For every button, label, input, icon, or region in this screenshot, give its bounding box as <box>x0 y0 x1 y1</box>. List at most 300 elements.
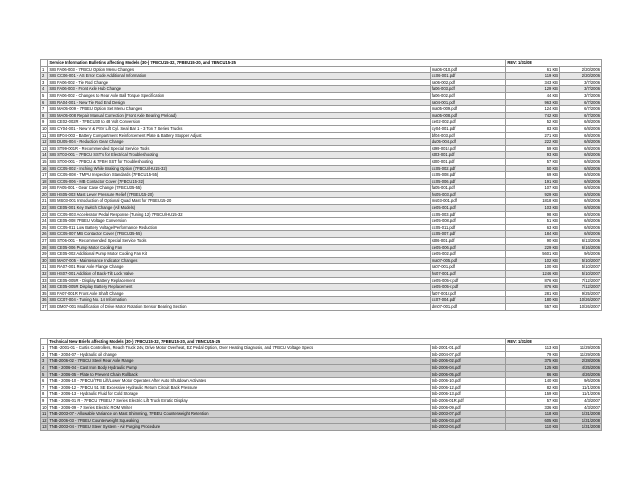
row-number: 5 <box>41 371 48 378</box>
row-filename[interactable]: ce05-005-r.pdf <box>430 277 506 284</box>
row-number: 14 <box>42 152 47 158</box>
row-description: TNB-2003-04 - 7FBEU Steer System - Air Purging Procedure <box>48 424 430 431</box>
table-row <box>41 86 602 93</box>
table-row <box>41 139 602 146</box>
sib-table <box>40 59 602 311</box>
row-date: 6/8/2006 <box>559 178 601 185</box>
row-size: 90 KB <box>506 238 560 245</box>
row-number: 23 <box>42 211 47 217</box>
row-date: 6/13/2006 <box>559 238 601 245</box>
row-description: SIB DM07-001 Modification of Drive Motor Rotation Sensor Bearing Section <box>48 303 430 310</box>
row-number: 20 <box>42 191 47 197</box>
row-number: 29 <box>42 251 47 257</box>
row-description: SIB CE05-005R - Display Battery Replacement <box>48 277 430 284</box>
row-number: 8 <box>41 391 48 398</box>
row-number: 1 <box>41 66 48 73</box>
row-date: 11/1/2006 <box>559 384 601 391</box>
row-filename[interactable]: ma05-009.pdf <box>430 106 506 113</box>
table-row <box>41 271 602 278</box>
row-size: 375 KB <box>506 358 560 365</box>
table-row <box>41 411 602 418</box>
row-date: 6/8/2006 <box>559 125 601 132</box>
row-filename[interactable]: ce05-002.pdf <box>430 251 506 258</box>
row-date: 6/7/2006 <box>559 106 601 113</box>
row-number: 31 <box>42 264 47 270</box>
row-date: 1/31/2008 <box>559 424 601 431</box>
row-filename[interactable]: st99-001r.pdf <box>430 145 506 152</box>
row-date: 4/3/2007 <box>559 404 601 411</box>
row-size: 191 KB <box>506 178 560 185</box>
table-row <box>41 125 602 132</box>
row-size: 140 KB <box>506 378 560 385</box>
table-row <box>41 172 602 179</box>
revision-date: REV: 1/31/08 <box>506 338 602 345</box>
row-description: TNB - 2006-05 - Plate to Prevent Chain Rollback <box>48 371 430 378</box>
row-filename[interactable]: cc05-008.pdf <box>430 172 506 179</box>
row-description: SIB DU05-004 - Reduction Gear Change <box>48 139 430 146</box>
row-filename[interactable]: ma07-005.pdf <box>430 257 506 264</box>
row-size: 876 KB <box>506 277 560 284</box>
row-description: SIB MA05-009 - 7FBEU Option Set Menu Changes <box>48 106 430 113</box>
row-size: 103 KB <box>506 205 560 212</box>
table-row <box>41 218 602 225</box>
row-description: SIB FA05-001 - Gear Case Change (7FBCU35-55) <box>48 185 430 192</box>
table-row <box>41 198 602 205</box>
table-row <box>41 165 602 172</box>
table-row <box>41 345 602 352</box>
row-size: 44 KB <box>506 92 560 99</box>
table-row <box>41 391 602 398</box>
row-date: 1/31/2008 <box>559 417 601 424</box>
row-number: 7 <box>41 384 48 391</box>
row-description: SIB ST99-001R - Recommended Special Service Tools <box>48 145 430 152</box>
row-date: 6/8/2006 <box>559 185 601 192</box>
row-number: 15 <box>42 158 47 164</box>
header-spacer <box>41 60 48 67</box>
row-filename[interactable]: hs07-001.pdf <box>430 271 506 278</box>
row-description: SIB CE05-001 Key Switch Change (All Models) <box>48 205 430 212</box>
row-description: SIB CE05-008 7FBEU Voltage Conversion <box>48 218 430 225</box>
row-date: 6/8/2006 <box>559 152 601 159</box>
row-number: 19 <box>42 185 47 191</box>
table-row <box>41 364 602 371</box>
row-number: 13 <box>42 424 47 430</box>
table-row <box>41 211 602 218</box>
row-number: 10 <box>42 404 47 410</box>
row-number: 24 <box>42 218 47 224</box>
row-description: SIB FA06-002 - Tie Rod Change <box>48 79 430 86</box>
row-filename[interactable]: st06-001.pdf <box>430 238 506 245</box>
row-filename[interactable]: ce05-005-r.pdf <box>430 284 506 291</box>
row-description: TNB - 2006-13 - Hydraulic Fluid for Cold Storage <box>48 391 430 398</box>
table-row <box>41 152 602 159</box>
row-number: 7 <box>41 106 48 113</box>
row-date: 6/8/2006 <box>559 205 601 212</box>
row-number: 26 <box>42 231 47 237</box>
table-row <box>41 290 602 297</box>
row-date: 2/28/2006 <box>559 358 601 365</box>
row-filename[interactable]: st03-001.pdf <box>430 152 506 159</box>
row-date: 5/10/2007 <box>559 264 601 271</box>
row-filename[interactable]: tnb-2006-10.pdf <box>430 378 506 385</box>
row-description: SIB MS03-001 Introduction of Optional Quad Mast for 7FBEU15-20 <box>48 198 430 205</box>
row-size: 57 KB <box>506 158 560 165</box>
row-number: 34 <box>42 284 47 290</box>
row-filename[interactable]: ce05-006.pdf <box>430 244 506 251</box>
section-header <box>41 60 602 67</box>
row-size: 336 KB <box>506 404 560 411</box>
row-description: TNB-2003-07 - Allowable Variance on Mast Shimming, 7FBEU Counterweight Retention <box>48 411 430 418</box>
row-filename[interactable]: cc05-007.pdf <box>430 231 506 238</box>
row-description: SIB CC05-008 - TMPU Inspection Standards (7FBCU15-55) <box>48 172 430 179</box>
row-description: TNB - 2006-04 - Cast Iron Body Hydraulic Pump <box>48 364 430 371</box>
row-size: 5601 KB <box>506 251 560 258</box>
row-date: 6/7/2006 <box>559 99 601 106</box>
row-description: TNB-2006-03 - 7FBEU Counterweight Squeaking <box>48 417 430 424</box>
row-description: SIB CY04-001 - New V & PSV Lift Cyl. Seal Bar 1 - 3 Ton 7 Series Trucks <box>48 125 430 132</box>
row-number: 30 <box>42 257 47 263</box>
row-description: SIB CC07-004 - Tuning No. 14 Information <box>48 297 430 304</box>
row-number: 3 <box>41 358 48 365</box>
row-filename[interactable]: tnb-2003-04.pdf <box>430 424 506 431</box>
table-row <box>41 92 602 99</box>
row-size: 86 KB <box>506 371 560 378</box>
row-date: 4/25/2006 <box>559 364 601 371</box>
row-size: 124 KB <box>506 106 560 113</box>
section-title: Service Information Bulletins affecting Models (30-) 7FBCU15-32, 7FBEU15-20, and 7BNCU15-25 <box>48 60 506 67</box>
table-row <box>41 417 602 424</box>
row-description: TNB - 2004-07 - Hydraulic oil change <box>48 351 430 358</box>
row-date: 2/20/2006 <box>559 73 601 80</box>
row-size: 118 KB <box>506 411 560 418</box>
row-filename[interactable]: cc07-004.pdf <box>430 297 506 304</box>
row-size: 93 KB <box>506 152 560 159</box>
row-size: 876 KB <box>506 284 560 291</box>
row-date: 6/8/2006 <box>559 145 601 152</box>
table-row <box>41 112 602 119</box>
row-filename[interactable]: cc05-003.pdf <box>430 211 506 218</box>
row-number: 18 <box>42 178 47 184</box>
row-description: SIB ST00-001 - 7FBCU & 7FBH SST for Troubleshooting <box>48 158 430 165</box>
row-date: 3/7/2006 <box>559 92 601 99</box>
row-description: SIB BF04-003 - Battery Compartment Reinforcement Plate & Battery Stopper Adjust <box>48 132 430 139</box>
table-row <box>41 99 602 106</box>
row-description: SIB HS07-001 Addition of Back-Tilt Lock Valve <box>48 271 430 278</box>
row-size: 107 KB <box>506 185 560 192</box>
row-filename[interactable]: hs05-003.pdf <box>430 191 506 198</box>
row-date: 6/8/2006 <box>559 172 601 179</box>
row-filename[interactable]: ma05-008.pdf <box>430 112 506 119</box>
row-filename[interactable]: tnb-2006-05.pdf <box>430 371 506 378</box>
row-filename[interactable]: cc06-001.pdf <box>430 73 506 80</box>
row-description: SIB CE05-006 Pump Motor Cooling Fan <box>48 244 430 251</box>
row-number: 22 <box>42 205 47 211</box>
row-filename[interactable]: fa07-001r.pdf <box>430 290 506 297</box>
row-size: 963 KB <box>506 99 560 106</box>
row-date: 6/8/2006 <box>559 119 601 126</box>
row-size: 61 KB <box>506 66 560 73</box>
row-filename[interactable]: tnb-2006-12.pdf <box>430 384 506 391</box>
row-description: SIB CC05-002 - Inching While Braking Option (7FBCU/HU15-32) <box>48 165 430 172</box>
row-filename[interactable]: tnb-2006-04.pdf <box>430 364 506 371</box>
row-number: 2 <box>41 73 48 80</box>
table-row <box>41 257 602 264</box>
row-description: SIB FA06-003 - Front Axle Hub Change <box>48 86 430 93</box>
table-row <box>41 73 602 80</box>
row-number: 1 <box>41 345 48 352</box>
row-description: SIB ST06-001 - Recommended Special Service Tools <box>48 238 430 245</box>
row-filename[interactable]: cc05-002.pdf <box>430 165 506 172</box>
row-date: 6/8/2006 <box>559 158 601 165</box>
row-size: 1246 KB <box>506 271 560 278</box>
row-number: 11 <box>42 411 47 417</box>
table-row <box>41 119 602 126</box>
table-row <box>41 351 602 358</box>
table-row <box>41 178 602 185</box>
row-number: 36 <box>42 297 47 303</box>
row-number: 9 <box>41 119 48 126</box>
row-filename[interactable]: fa06-003.pdf <box>430 86 506 93</box>
row-date: 4/26/2006 <box>559 371 601 378</box>
row-filename[interactable]: fa06-002.pdf <box>430 92 506 99</box>
row-date: 1/31/2008 <box>559 411 601 418</box>
row-filename[interactable]: dm07-001.pdf <box>430 303 506 310</box>
row-date: 6/8/2006 <box>559 139 601 146</box>
row-description: TNB - 2006-10 - 7FBCU/7FB Lift/Lower Motor Operates After Auto Shutdown Activates <box>48 378 430 385</box>
row-filename[interactable]: du05-004.pdf <box>430 139 506 146</box>
row-size: 57 KB <box>506 397 560 404</box>
row-date: 3/7/2006 <box>559 79 601 86</box>
row-size: 113 KB <box>506 345 560 352</box>
row-description: SIB CE05-002 Additional Pump Motor Cooling Fan Kit <box>48 251 430 258</box>
row-description: TNB-2006-02 - 7FBCU Steel Rear Axle Range <box>48 358 430 365</box>
table-row <box>41 132 602 139</box>
row-date: 6/8/2006 <box>559 211 601 218</box>
row-description: TNB - 2006-09 - 7 Series Electric ROM Writer <box>48 404 430 411</box>
row-filename[interactable]: tnb-2006-13.pdf <box>430 391 506 398</box>
row-number: 5 <box>41 92 48 99</box>
row-size: 83 KB <box>506 125 560 132</box>
table-row <box>41 251 602 258</box>
row-date: 6/8/2006 <box>559 231 601 238</box>
table-row <box>41 358 602 365</box>
row-size: 929 KB <box>506 191 560 198</box>
row-size: 98 KB <box>506 211 560 218</box>
row-date: 7/12/2007 <box>559 277 601 284</box>
row-number: 6 <box>41 378 48 385</box>
row-number: 17 <box>42 172 47 178</box>
row-size: 59 KB <box>506 145 560 152</box>
row-date: 6/8/2006 <box>559 224 601 231</box>
table-row <box>41 224 602 231</box>
tnb-table <box>40 338 602 431</box>
row-number: 25 <box>42 224 47 230</box>
row-date: 10/26/2007 <box>559 297 601 304</box>
row-description: SIB FA06-003 - 7FBCU Option Menu Changes <box>48 66 430 73</box>
row-size: 742 KB <box>506 112 560 119</box>
row-size: 557 KB <box>506 303 560 310</box>
row-date: 5/10/2007 <box>559 257 601 264</box>
table-row <box>41 264 602 271</box>
section-title: Technical New Briefs affecting Models (30-) 7FBCU15-32, 7FBEU15-20, and 7BNCU15-25 <box>48 338 506 345</box>
row-date: 7/12/2007 <box>559 284 601 291</box>
row-number: 37 <box>42 303 47 309</box>
row-number: 3 <box>41 79 48 86</box>
row-filename[interactable]: tnb-2006-01R.pdf <box>430 397 506 404</box>
row-number: 33 <box>42 277 47 283</box>
table-row <box>41 191 602 198</box>
row-size: 180 KB <box>506 297 560 304</box>
table-row <box>41 231 602 238</box>
row-filename[interactable]: bf04-003.pdf <box>430 132 506 139</box>
table-row <box>41 397 602 404</box>
row-date: 6/8/2006 <box>559 198 601 205</box>
table-row <box>41 158 602 165</box>
row-size: 69 KB <box>506 172 560 179</box>
row-description: SIB CC05-007 MB Contactor Cover (7FBCU35-55) <box>48 231 430 238</box>
table-row <box>41 205 602 212</box>
row-description: TNB - 2006-01 R - 7FBCU 7FBEU 7 Series Electric Lift Truck Erratic Display <box>48 397 430 404</box>
row-size: 50 KB <box>506 165 560 172</box>
row-filename[interactable]: ce05-008.pdf <box>430 218 506 225</box>
row-number: 12 <box>42 417 47 423</box>
row-size: 119 KB <box>506 73 560 80</box>
row-date: 6/7/2006 <box>559 112 601 119</box>
row-size: 271 KB <box>506 132 560 139</box>
row-size: 82 KB <box>506 384 560 391</box>
row-description: SIB MA05-008 Repair Manual Correction (Front Axle Bearing Preload) <box>48 112 430 119</box>
row-description: SIB FA07-001R Front Axle Shaft Change <box>48 290 430 297</box>
row-description: SIB RA07-001 Rear Axle Flange Change <box>48 264 430 271</box>
row-number: 11 <box>42 132 47 138</box>
row-size: 102 KB <box>506 257 560 264</box>
row-filename[interactable]: tnb-2001-01.pdf <box>430 345 506 352</box>
row-size: 281 KB <box>506 290 560 297</box>
row-date: 11/29/2005 <box>559 345 601 352</box>
row-filename[interactable]: tnb-2004-07.pdf <box>430 351 506 358</box>
row-date: 11/1/2006 <box>559 391 601 398</box>
row-size: 1818 KB <box>506 198 560 205</box>
row-filename[interactable]: tnb-2003-07.pdf <box>430 411 506 418</box>
row-filename[interactable]: ce05-001.pdf <box>430 205 506 212</box>
row-number: 9 <box>41 397 48 404</box>
row-date: 2/20/2006 <box>559 66 601 73</box>
table-row <box>41 297 602 304</box>
row-size: 229 KB <box>506 244 560 251</box>
row-number: 4 <box>41 86 48 93</box>
table-row <box>41 106 602 113</box>
row-filename[interactable]: tnb-2006-02.pdf <box>430 358 506 365</box>
row-filename[interactable]: ma06-010.pdf <box>430 66 506 73</box>
row-number: 8 <box>41 112 48 119</box>
table-row <box>41 378 602 385</box>
row-date: 6/8/2006 <box>559 165 601 172</box>
table-row <box>41 185 602 192</box>
row-date: 6/16/2006 <box>559 244 601 251</box>
table-row <box>41 371 602 378</box>
row-number: 12 <box>42 139 47 145</box>
row-description: SIB CE02-002R - 7FBCU30 to 48 Volt Conversion <box>48 119 430 126</box>
row-size: 52 KB <box>506 119 560 126</box>
row-filename[interactable]: cc05-011.pdf <box>430 224 506 231</box>
row-filename[interactable]: tnb-2006-09.pdf <box>430 404 506 411</box>
row-filename[interactable]: st00-001.pdf <box>430 158 506 165</box>
row-number: 16 <box>42 165 47 171</box>
row-date: 9/6/2006 <box>559 378 601 385</box>
row-filename[interactable]: ra07-001.pdf <box>430 264 506 271</box>
row-date: 6/8/2006 <box>559 191 601 198</box>
row-description: SIB CC05-011 Low Battery Voltage/Performance Reduction <box>48 224 430 231</box>
row-filename[interactable]: fa05-001.pdf <box>430 185 506 192</box>
row-number: 32 <box>42 271 47 276</box>
row-size: 129 KB <box>506 86 560 93</box>
row-number: 21 <box>42 198 47 204</box>
row-filename[interactable]: ms03-001.pdf <box>430 198 506 205</box>
header-spacer <box>41 338 48 345</box>
row-number: 2 <box>41 351 48 358</box>
table-row <box>41 404 602 411</box>
row-date: 6/8/2006 <box>559 218 601 225</box>
row-number: 6 <box>41 99 48 106</box>
row-date: 6/8/2006 <box>559 132 601 139</box>
row-filename[interactable]: cy04-001.pdf <box>430 125 506 132</box>
table-row <box>41 284 602 291</box>
table-row <box>41 145 602 152</box>
row-description: SIB CE05-005R Display Battery Replacement <box>48 284 430 291</box>
row-number: 13 <box>42 145 47 151</box>
row-date: 3/7/2006 <box>559 86 601 93</box>
row-number: 28 <box>42 244 47 250</box>
row-size: 100 KB <box>506 264 560 271</box>
table-row <box>41 238 602 245</box>
row-description: SIB CC05-006 - MB Contactor Cover (7FBCU15-32) <box>48 178 430 185</box>
row-filename[interactable]: ce02-002.pdf <box>430 119 506 126</box>
row-description: SIB CC06-001 - AS Error Code Additional Information <box>48 73 430 80</box>
spreadsheet <box>40 59 602 431</box>
row-date: 11/29/2005 <box>559 351 601 358</box>
row-date: 10/26/2007 <box>559 303 601 310</box>
row-date: 5/10/2007 <box>559 271 601 278</box>
row-size: 63 KB <box>506 224 560 231</box>
row-size: 110 KB <box>506 424 560 431</box>
row-filename[interactable]: ra06-002.pdf <box>430 79 506 86</box>
row-number: 4 <box>41 364 48 371</box>
table-row <box>41 79 602 86</box>
table-row <box>41 66 602 73</box>
row-size: 125 KB <box>506 364 560 371</box>
row-number: 35 <box>42 290 47 296</box>
row-size: 159 KB <box>506 391 560 398</box>
row-size: 51 KB <box>506 218 560 225</box>
row-date: 9/6/2006 <box>559 251 601 258</box>
row-size: 343 KB <box>506 79 560 86</box>
row-description: SIB CC05-003 Accelerator Pedal Response (Tuning 12) 7FBCU/HU15-32 <box>48 211 430 218</box>
table-row <box>41 277 602 284</box>
row-filename[interactable]: cc05-006.pdf <box>430 178 506 185</box>
row-description: SIB FA06-002 - Changes to Rear Axle Ball Torque Specification <box>48 92 430 99</box>
row-filename[interactable]: tnb-2006-03.pdf <box>430 417 506 424</box>
row-filename[interactable]: ra04-001.pdf <box>430 99 506 106</box>
row-date: 4/3/2007 <box>559 397 601 404</box>
section-header <box>41 338 602 345</box>
row-size: 222 KB <box>506 139 560 146</box>
revision-date: REV: 1/31/08 <box>506 60 602 67</box>
table-row <box>41 424 602 431</box>
row-description: SIB MA07-005 - Maintenance Indicator Changes <box>48 257 430 264</box>
table-row <box>41 303 602 310</box>
table-row <box>41 244 602 251</box>
row-size: 184 KB <box>506 231 560 238</box>
